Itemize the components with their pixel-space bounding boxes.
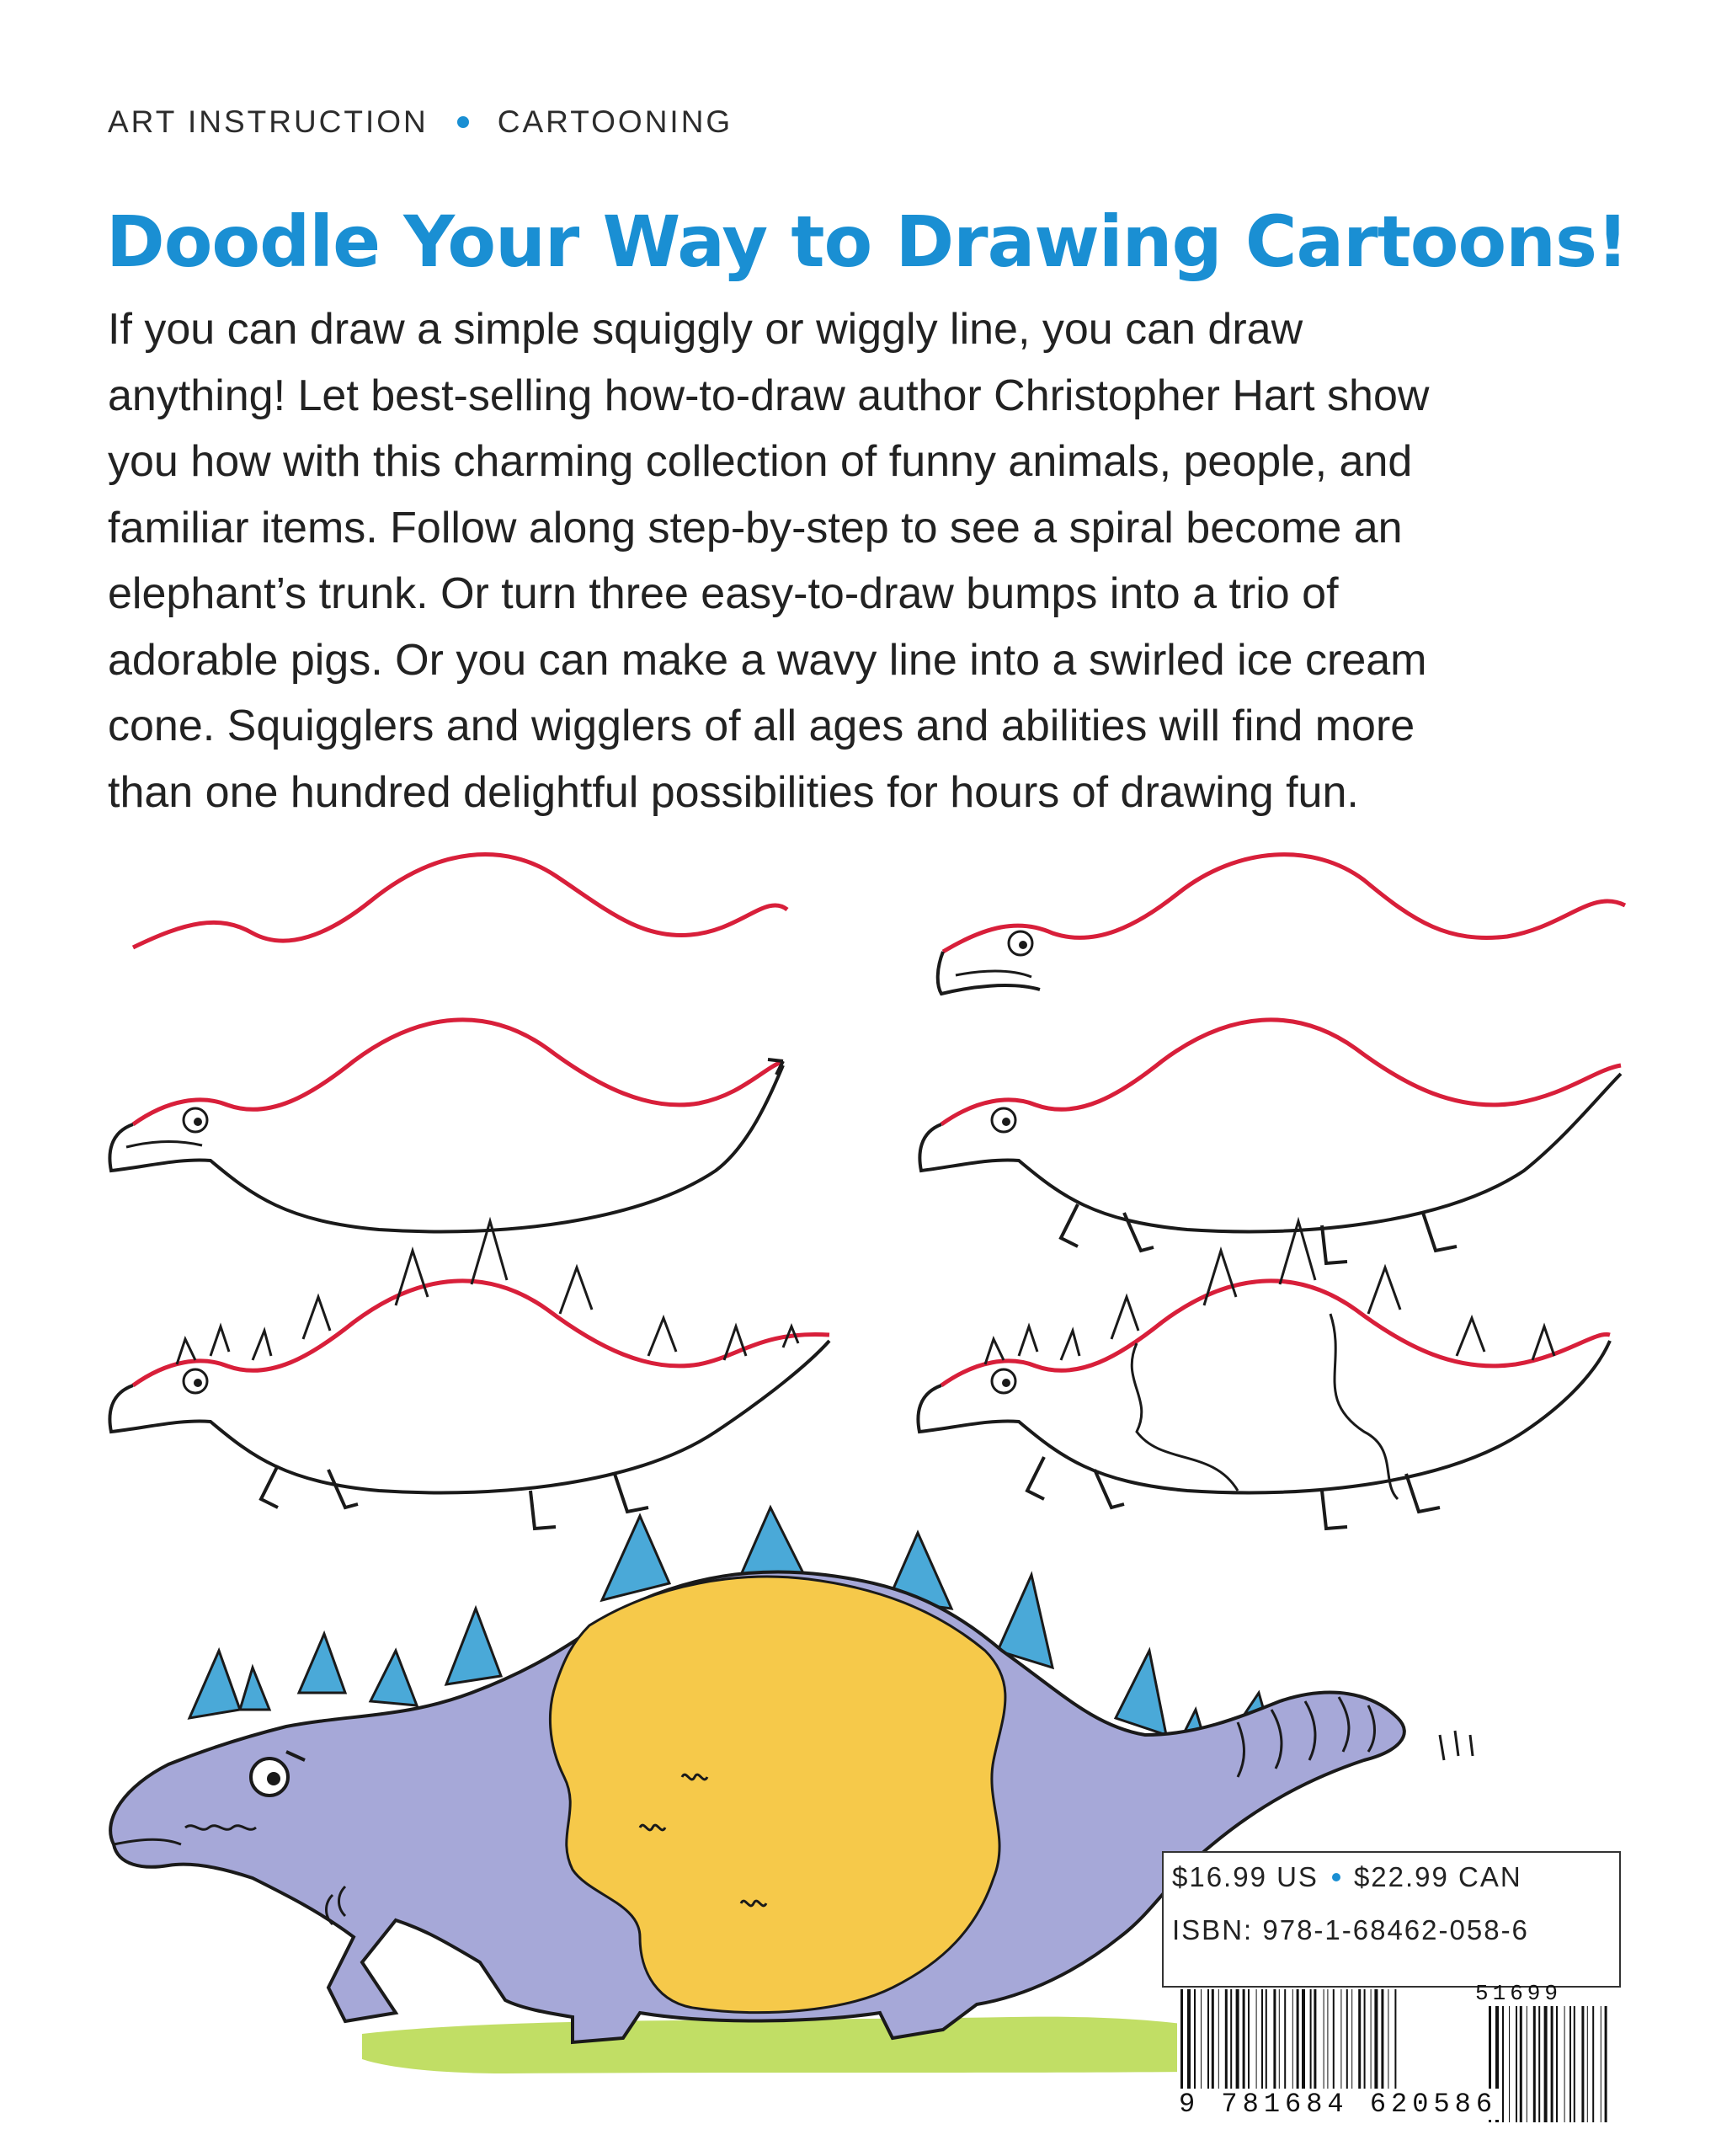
price-line xyxy=(1172,1861,1522,1893)
step-3-belly xyxy=(109,1020,783,1232)
barcode-addon-bar xyxy=(1509,2006,1510,2122)
barcode-bar xyxy=(1364,1989,1366,2089)
step-6-pattern xyxy=(918,1221,1610,1529)
barcode-bar xyxy=(1358,1989,1361,2089)
barcode-bar xyxy=(1225,1989,1228,2089)
barcode-bar xyxy=(1243,1989,1245,2089)
barcode-bar xyxy=(1230,1989,1232,2089)
barcode-addon-bar xyxy=(1556,2006,1558,2122)
barcode-bar xyxy=(1256,1989,1257,2089)
price-separator-dot xyxy=(1332,1873,1340,1881)
barcode-bar xyxy=(1381,1989,1383,2089)
barcode-bar xyxy=(1314,1989,1316,2089)
step-4-legs xyxy=(919,1020,1621,1263)
barcode-addon-bar xyxy=(1564,2006,1565,2122)
description-line: cone. Squigglers and wigglers of all ages and abilities will find more xyxy=(108,702,1415,750)
barcode-bar xyxy=(1236,1989,1239,2089)
barcode-bar xyxy=(1310,1989,1312,2089)
barcode-bar xyxy=(1261,1989,1263,2089)
barcode-addon-digits: 51699 xyxy=(1475,1981,1563,2006)
barcode-bar xyxy=(1302,1989,1305,2089)
description-line: than one hundred delightful possibilities for hours of drawing fun. xyxy=(108,767,1359,817)
barcode-bar xyxy=(1340,1989,1341,2089)
barcode-bar xyxy=(1194,1989,1196,2089)
barcode-addon-bar xyxy=(1520,2006,1522,2122)
barcode-bar xyxy=(1273,1989,1276,2089)
barcode-bar xyxy=(1327,1989,1328,2089)
barcode-addon-bar xyxy=(1533,2006,1536,2122)
barcode-bar xyxy=(1297,1989,1299,2089)
barcode-addon-bar xyxy=(1574,2006,1575,2122)
barcode-addon-bar xyxy=(1502,2006,1504,2122)
barcode-addon-bar xyxy=(1544,2006,1548,2122)
barcode-bar xyxy=(1351,1989,1352,2089)
description-line: If you can draw a simple squiggly or wiggly line, you can draw xyxy=(108,305,1303,354)
description-line: you how with this charming collection of funny animals, people, and xyxy=(108,437,1413,486)
step-2-head xyxy=(938,855,1625,994)
barcode-bar xyxy=(1279,1989,1280,2089)
barcode-bar xyxy=(1248,1989,1250,2089)
description-line: anything! Let best-selling how-to-draw author Christopher Hart show xyxy=(108,371,1430,420)
barcode-addon-bar xyxy=(1605,2006,1607,2122)
headline: Doodle Your Way to Drawing Cartoons! xyxy=(106,200,1628,283)
barcode-bar xyxy=(1346,1989,1348,2089)
isbn: ISBN: 978-1-68462-058-6 xyxy=(1172,1914,1529,1945)
description-line: elephant’s trunk. Or turn three easy-to-draw bumps into a trio of xyxy=(108,569,1339,618)
price-us: $16.99 US xyxy=(1172,1861,1319,1892)
step-5-spikes xyxy=(109,1221,829,1529)
barcode-addon-bar xyxy=(1592,2006,1594,2122)
barcode-addon-bar xyxy=(1538,2006,1540,2122)
barcode-bar xyxy=(1187,1989,1191,2089)
barcode-bar xyxy=(1333,1989,1335,2089)
category-art-instruction: ART INSTRUCTION xyxy=(108,104,429,139)
barcode-addon-bar xyxy=(1551,2006,1553,2122)
barcode-bar xyxy=(1218,1989,1219,2089)
barcode-bar xyxy=(1207,1989,1209,2089)
barcode-bar xyxy=(1201,1989,1202,2089)
description-line: familiar items. Follow along step-by-step to see a spiral become an xyxy=(108,503,1403,552)
barcode-bar xyxy=(1284,1989,1286,2089)
description-line: adorable pigs. Or you can make a wavy line into a swirled ice cream xyxy=(108,635,1427,685)
barcode-bar xyxy=(1212,1989,1214,2089)
barcode-addon-bar xyxy=(1581,2006,1584,2122)
barcode-bar xyxy=(1180,1989,1183,2089)
step-1-wavy-line xyxy=(133,855,787,947)
barcode-bar xyxy=(1371,1989,1372,2089)
barcode-addon-bar xyxy=(1516,2006,1517,2122)
barcode-bar xyxy=(1266,1989,1267,2089)
barcode-digits: 9 781684 620586 xyxy=(1179,2089,1498,2120)
category-cartooning: CARTOONING xyxy=(497,104,733,139)
barcode-bar xyxy=(1292,1989,1293,2089)
barcode-addon-bar xyxy=(1587,2006,1588,2122)
price-can: $22.99 CAN xyxy=(1353,1861,1522,1892)
barcode-bar xyxy=(1374,1989,1378,2089)
barcode-bar xyxy=(1394,1989,1396,2089)
barcode-addon-bar xyxy=(1569,2006,1571,2122)
